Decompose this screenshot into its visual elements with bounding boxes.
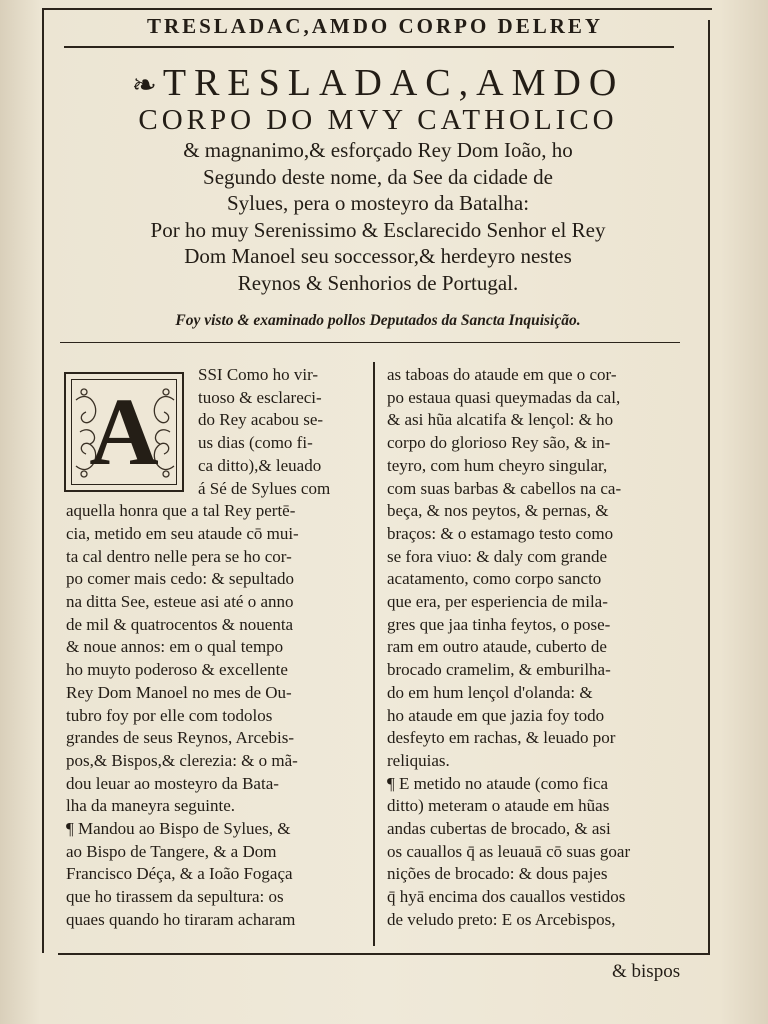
text-line: ho ataude em que jazia foy todo	[387, 705, 605, 725]
text-line: de mil & quatrocentos & nouenta	[66, 614, 294, 634]
title-body-line: Por ho muy Serenissimo & Esclarecido Senhor el Rey	[150, 217, 606, 242]
text-line: & noue annos: em o qual tempo	[66, 637, 284, 657]
text-line: cia, metido em seu ataude cō mui-	[66, 523, 299, 543]
text-line: ho muyto poderoso & excellente	[66, 660, 288, 680]
title-line-2: CORPO DO MVY CATHOLICO	[138, 104, 618, 136]
text-line: reliquias.	[387, 750, 450, 770]
header-rule	[64, 46, 674, 48]
text-line: tubro foy por elle com todolos	[66, 705, 273, 725]
censorship-note: Foy visto & examinado pollos Deputados da Sancta Inquisição.	[175, 312, 581, 329]
text-line: de veludo preto: E os Arcebispos,	[387, 909, 616, 929]
title-body-line: Segundo deste nome, da See da cidade de	[203, 164, 553, 189]
text-line: aquella honra que a tal Rey pertē-	[66, 501, 296, 521]
text-line: se fora viuo: & daly com grande	[387, 546, 607, 566]
text-line: que era, per esperiencia de mila-	[387, 592, 608, 612]
initial-letter: A	[89, 379, 159, 485]
title-body-line: Sylues, pera o mosteyro da Batalha:	[226, 191, 530, 215]
text-line: á Sé de Sylues com	[198, 478, 331, 498]
title-body-line: Reynos & Senhorios de Portugal.	[237, 270, 519, 295]
text-line: ao Bispo de Tangere, & a Dom	[66, 841, 277, 861]
text-line: SSI Como ho vir-	[198, 365, 319, 384]
text-line: com suas barbas & cabellos na ca-	[387, 478, 622, 498]
title-body-line: & magnanimo,& esforçado Rey Dom Ioão, ho	[183, 138, 573, 162]
catchword: & bispos	[612, 961, 681, 982]
text-line: ¶ Mandou ao Bispo de Sylues, &	[66, 819, 291, 839]
text-line: quaes quando ho tiraram acharam	[66, 909, 296, 929]
text-line: do Rey acabou se-	[198, 410, 324, 430]
text-line: pos,& Bispos,& clerezia: & o mã-	[66, 750, 298, 770]
text-line: ¶ E metido no ataude (como fica	[387, 773, 609, 793]
top-rule	[44, 8, 712, 10]
left-column	[66, 364, 362, 932]
text-line: corpo do glorioso Rey são, & in-	[387, 433, 611, 453]
title-text-1: TRESLADAC,AMDO	[162, 62, 625, 104]
text-line: Rey Dom Manoel no mes de Ou-	[66, 682, 292, 702]
fleuron-icon: ❧	[131, 69, 157, 102]
text-line: ca ditto),& leuado	[198, 455, 322, 475]
text-line: po comer mais cedo: & sepultado	[66, 569, 295, 589]
bottom-rule	[58, 953, 710, 955]
text-line: que ho tirassem da sepultura: os	[66, 887, 284, 907]
text-line: na ditta See, esteue asi até o anno	[66, 592, 294, 612]
text-line: grandes de seus Reynos, Arcebis-	[66, 728, 295, 748]
text-line: teyro, com hum cheyro singular,	[387, 455, 608, 475]
text-line: beça, & nos peytos, & pernas, &	[387, 501, 609, 521]
text-line: os cauallos q̄ as leuauā cō suas goar	[387, 841, 631, 861]
text-line: ta cal dentro nelle pera se ho cor-	[66, 546, 292, 566]
text-line: andas cubertas de brocado, & asi	[387, 819, 611, 839]
indented-lines	[66, 364, 362, 500]
text-line: desfeyto em rachas, & leuado por	[387, 728, 616, 748]
text-line: acatamento, como corpo sancto	[387, 569, 602, 589]
right-border	[708, 20, 710, 955]
column-divider	[373, 362, 375, 946]
right-column	[387, 364, 683, 932]
text-line: ram em outro ataude, cuberto de	[387, 637, 607, 657]
text-line: & asi hũa alcatifa & lençol: & ho	[387, 410, 614, 430]
left-border	[42, 8, 44, 953]
text-line: gres que jaa tinha feytos, o pose-	[387, 614, 611, 634]
running-head: TRESLADAC,AMDO CORPO DELREY	[146, 14, 604, 38]
censor-rule	[60, 342, 680, 343]
text-line: Francisco Déça, & a Ioão Fogaça	[66, 864, 293, 884]
text-line: lha da maneyra seguinte.	[66, 796, 235, 816]
text-line: po estaua quasi queymadas da cal,	[387, 387, 621, 407]
title-block	[48, 64, 708, 296]
title-body-line: Dom Manoel seu soccessor,& herdeyro nestes	[184, 244, 572, 268]
text-line: q̄ hyā encima dos cauallos vestidos	[387, 887, 626, 907]
text-line: do em hum lençol d'olanda: &	[387, 682, 593, 702]
text-line: us dias (como fi-	[198, 433, 313, 453]
title-body	[48, 137, 708, 296]
text-line: tuoso & esclareci-	[198, 387, 322, 407]
text-line: braços: & o estamago testo como	[387, 523, 614, 543]
text-line: nições de brocado: & dous pajes	[387, 864, 608, 884]
title-line-1	[48, 64, 708, 105]
text-line: ditto) meteram o ataude em hũas	[387, 796, 610, 816]
text-line: dou leuar ao mosteyro da Bata-	[66, 773, 279, 793]
text-line: brocado cramelim, & emburilha-	[387, 660, 611, 680]
text-line: as taboas do ataude em que o cor-	[387, 365, 617, 384]
